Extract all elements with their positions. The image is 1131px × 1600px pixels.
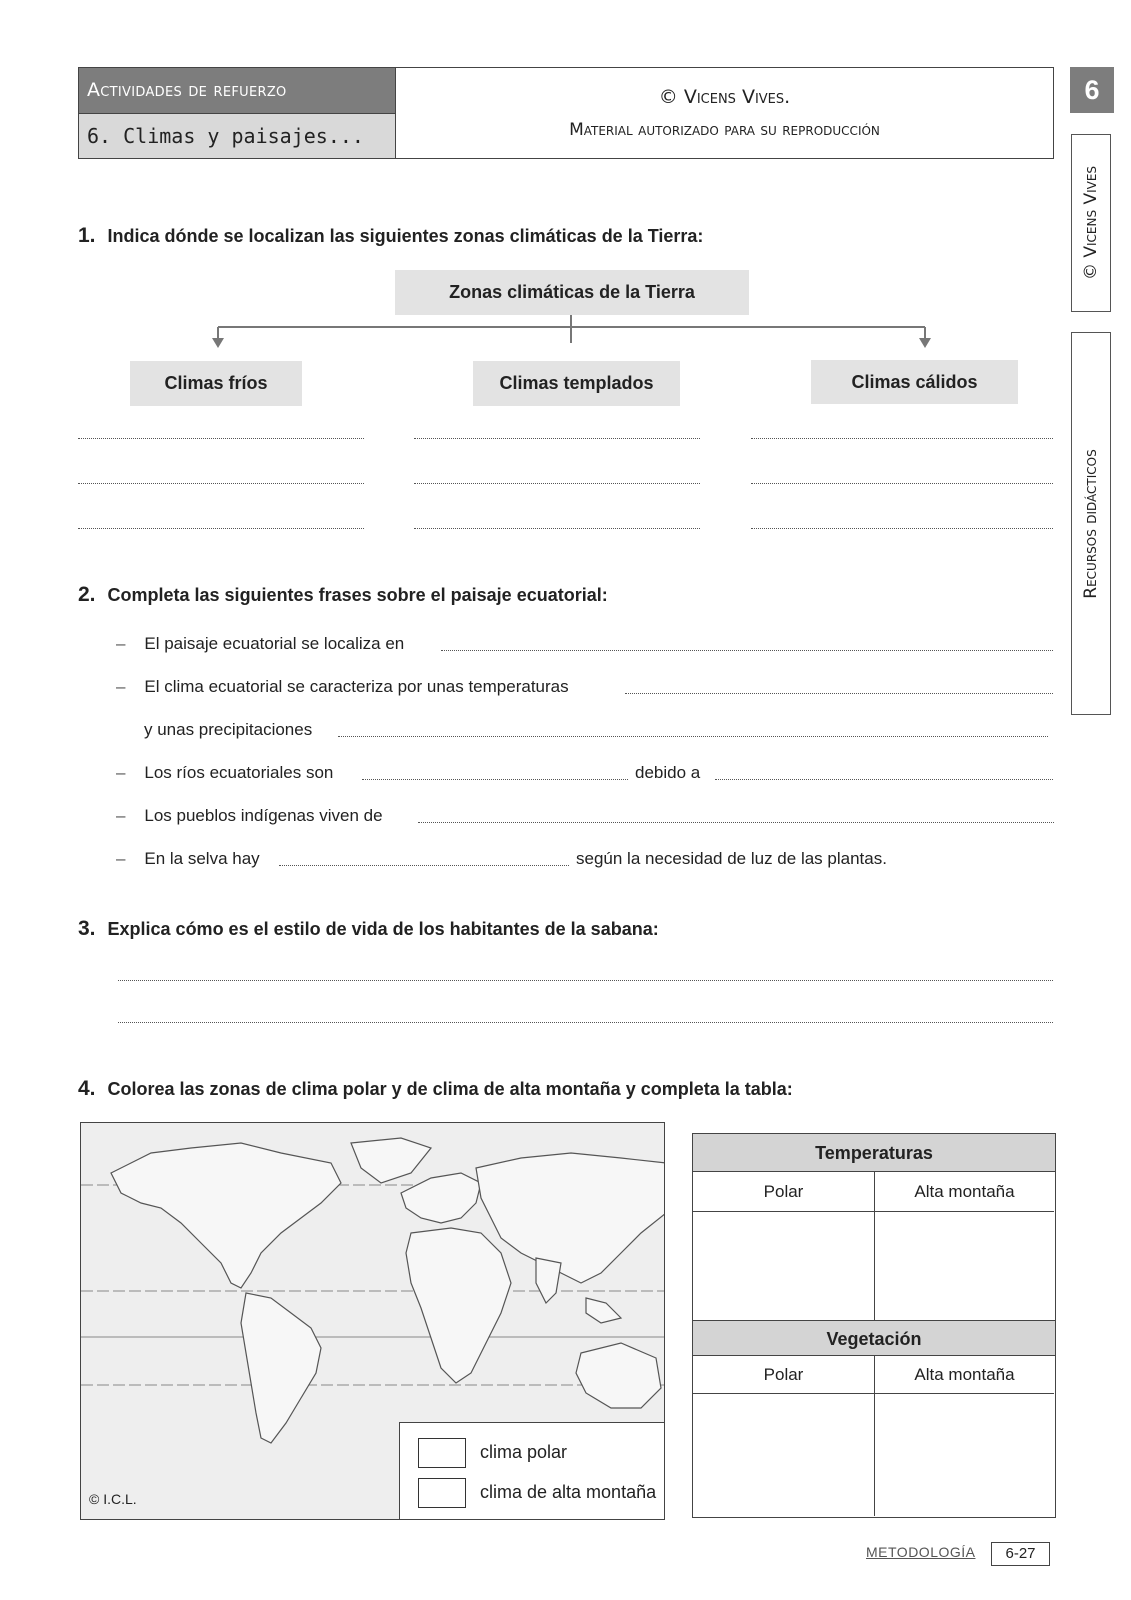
question-text: Indica dónde se localizan las siguientes zonas climáticas de la Tierra:: [107, 226, 704, 246]
diagram-root-box: Zonas climáticas de la Tierra: [395, 270, 749, 315]
question-text: Colorea las zonas de clima polar y de clima de alta montaña y completa la tabla:: [107, 1079, 793, 1099]
answer-line[interactable]: [118, 1022, 1053, 1023]
answer-line[interactable]: [414, 528, 700, 529]
table-col-polar: Polar: [693, 1356, 875, 1394]
diagram-branch-cold: Climas fríos: [130, 361, 302, 406]
sentence-text: El clima ecuatorial se caracteriza por unas temperaturas: [144, 677, 569, 696]
sentence-text: y unas precipitaciones: [144, 720, 313, 739]
answer-line[interactable]: [625, 693, 1053, 694]
answer-line[interactable]: [715, 779, 1053, 780]
table-header-vegetation: Vegetación: [693, 1320, 1055, 1356]
sentence-text: En la selva hay: [144, 849, 260, 868]
legend-label-polar: clima polar: [480, 1442, 568, 1462]
answer-line[interactable]: [751, 528, 1053, 529]
unit-title: 6. Climas y paisajes...: [79, 114, 395, 158]
publisher-tab-label: © Vicens Vives: [1081, 165, 1101, 281]
diagram-branch-warm: Climas cálidos: [811, 360, 1018, 404]
bullet-dash: –: [116, 806, 126, 825]
answer-line[interactable]: [441, 650, 1053, 651]
answer-line[interactable]: [751, 438, 1053, 439]
question-text: Completa las siguientes frases sobre el paisaje ecuatorial:: [107, 585, 608, 605]
legend-swatch-mountain[interactable]: [418, 1478, 466, 1508]
answer-line[interactable]: [78, 528, 364, 529]
unit-number-tab: 6: [1070, 67, 1114, 113]
answer-line[interactable]: [279, 865, 569, 866]
sentence-3-cont: debido a: [635, 763, 701, 782]
sentence-4: [116, 806, 383, 826]
copyright-notice: © Vicens Vives.: [658, 86, 791, 108]
diagram-branch-temperate: Climas templados: [473, 361, 680, 406]
answer-line[interactable]: [418, 822, 1054, 823]
table-header-temperatures: Temperaturas: [693, 1134, 1055, 1172]
question-2: [78, 583, 608, 607]
map-credit: © I.C.L.: [89, 1491, 137, 1507]
question-3: [78, 917, 659, 941]
bullet-dash: –: [116, 763, 126, 782]
sentence-1: [116, 634, 404, 654]
question-number: 3.: [78, 917, 96, 940]
answer-line[interactable]: [338, 736, 1048, 737]
bullet-dash: –: [116, 677, 126, 696]
question-4: [78, 1077, 793, 1101]
answer-line[interactable]: [78, 438, 364, 439]
resources-tab-label: Recursos didácticos: [1081, 448, 1101, 599]
answer-line[interactable]: [362, 779, 628, 780]
table-col-mountain: Alta montaña: [875, 1172, 1054, 1212]
legend-swatch-polar[interactable]: [418, 1438, 466, 1468]
footer-section: METODOLOGÍA: [866, 1544, 976, 1560]
sentence-5: [116, 849, 260, 869]
authorization-notice: Material autorizado para su reproducción: [569, 120, 880, 140]
sentence-text: Los pueblos indígenas viven de: [144, 806, 383, 825]
answer-line[interactable]: [751, 483, 1053, 484]
answer-line[interactable]: [414, 438, 700, 439]
bullet-dash: –: [116, 634, 126, 653]
map-legend: [399, 1422, 665, 1520]
question-text: Explica cómo es el estilo de vida de los habitantes de la sabana:: [107, 919, 659, 939]
diagram-connectors: [0, 0, 1131, 400]
sentence-5-cont: según la necesidad de luz de las plantas.: [576, 849, 887, 868]
table-cell-temp-mountain[interactable]: [875, 1212, 1054, 1320]
table-cell-veg-polar[interactable]: [693, 1394, 875, 1516]
question-number: 2.: [78, 583, 96, 606]
sentence-2b: [144, 720, 312, 740]
sentence-2: [116, 677, 569, 697]
table-col-mountain: Alta montaña: [875, 1356, 1054, 1394]
legend-label-mountain: clima de alta montaña: [480, 1482, 657, 1502]
sentence-text: El paisaje ecuatorial se localiza en: [144, 634, 405, 653]
bullet-dash: –: [116, 849, 126, 868]
answer-line[interactable]: [118, 980, 1053, 981]
sentence-3: [116, 763, 333, 783]
world-map[interactable]: [80, 1122, 665, 1520]
sentence-text: Los ríos ecuatoriales son: [144, 763, 334, 782]
table-cell-veg-mountain[interactable]: [875, 1394, 1054, 1516]
climate-table: [692, 1133, 1056, 1518]
table-col-polar: Polar: [693, 1172, 875, 1212]
question-number: 4.: [78, 1077, 96, 1100]
page-number: 6-27: [991, 1542, 1050, 1566]
table-cell-temp-polar[interactable]: [693, 1212, 875, 1320]
question-number: 1.: [78, 224, 96, 247]
activity-category: Actividades de refuerzo: [79, 68, 395, 114]
answer-line[interactable]: [78, 483, 364, 484]
answer-line[interactable]: [414, 483, 700, 484]
